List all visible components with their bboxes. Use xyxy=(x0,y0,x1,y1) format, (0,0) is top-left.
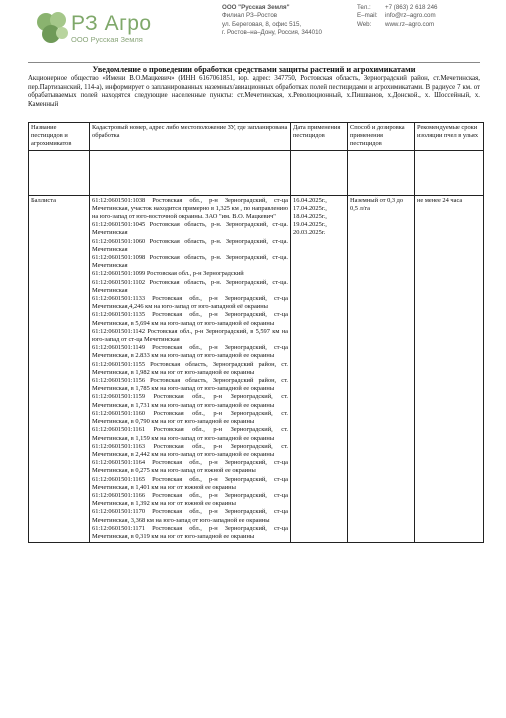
date-list xyxy=(291,195,348,543)
parcel-item: 61:12:0601501:1098 Ростовская область, р-н. Зерноградский, ст-ца. Мечетинская xyxy=(92,254,288,270)
header-isolation: Рекомендуемые сроки изоляции пчел в ульях xyxy=(415,123,484,151)
document-intro: Акционерное общество «Имени В.О.Мацкевич» (ИНН 6167061851, юр. адрес: 347750, Ростовская область, Зерноградский район, ст.Мечетинская, пер.Партизанский, 114-а), информирует о запланированных наземных/авиационных обработках полей пестицидами и агрохимикатами. В радиусе 7 км. от обрабатываемых полей находятся следующие населенные пункты: ст.Мечетинская, х.Революционный, х.Пишванов, х.Донской., х. Шоссейный, х. Каменный xyxy=(28,75,480,108)
parcel-item: 61:12:0601501:1165 Ростовская обл., р-н Зерноградский, ст-ца Мечетинская, в 1,401 км на юг от южной ее окраины xyxy=(92,475,288,491)
header-parcel: Кадастровый номер, адрес либо местоположение ЗУ, где запланирована обработка xyxy=(90,123,291,151)
application-method: Наземный от 0,3 до 0,5 л/га xyxy=(348,195,415,543)
company-contacts xyxy=(357,4,437,29)
parcel-item: 61:12:0601501:1170 Ростовская обл., р-н Зерноградский, ст-ца Мечетинская, 3,368 км на юго-запад от юго-западной ее окраины xyxy=(92,508,288,524)
parcel-item: 61:12:0601501:1142 Ростовская обл., р-н Зерноградский, в 5,597 км на юго-запад от ст-ца Мечетинская xyxy=(92,327,288,344)
date-item: 17.04.2025г., xyxy=(293,204,327,212)
parcel-item: 61:12:0601501:1159 Ростовская обл., р-н Зерноградский, ст. Мечетинская, в 1,731 км на юго-запад от юго-западной ее окраины xyxy=(92,393,288,409)
email-label: E–mail: xyxy=(357,12,378,20)
parcel-item: 61:12:0601501:1155 Ростовская область, Зерноградский район, ст. Мечетинская, в 1,982 км на юг от юго-западной ее окраины xyxy=(92,360,288,376)
table-spacer-row xyxy=(29,150,484,195)
date-item: 16.04.2025г., xyxy=(293,196,327,204)
address-line: ул. Береговая, 8, офис 515, xyxy=(222,20,302,28)
treatment-table xyxy=(28,122,484,543)
parcel-item: 61:12:0601501:1149 Ростовская обл., р-н Зерноградский, ст-ца Мечетинская, в 2.833 км на юго-запад от юго-западной ее окраины xyxy=(92,344,288,360)
table-header-row xyxy=(29,123,484,151)
document-title: Уведомление о проведении обработки средствами защиты растений и агрохимикатами xyxy=(92,65,416,74)
address-line: Филиал РЗ–Ростов xyxy=(222,12,278,20)
date-item: 19.04.2025г., xyxy=(293,221,327,229)
header-date: Дата применения пестицидов xyxy=(291,123,348,151)
header-method: Способ и дозировка применения пестицидов xyxy=(348,123,415,151)
parcel-item: 61:12:0601501:1171 Ростовская обл., р-н Зерноградский, ст-ца Мечетинская, в 0,319 км на юг от юго-западной ее окраины xyxy=(92,524,288,540)
parcel-item: 61:12:0601501:1045 Ростовская область, р-н. Зерноградский, ст-ца. Мечетинская xyxy=(92,221,288,237)
table-row xyxy=(29,195,484,543)
company-address xyxy=(222,4,322,38)
logo-name: РЗ Агро xyxy=(71,12,152,35)
parcel-item: 61:12:0601501:1099 Ростовская обл., р-н Зерноградский xyxy=(92,270,244,278)
email-value: info@rz–agro.com xyxy=(385,12,436,20)
date-item: 18.04.2025г., xyxy=(293,213,327,221)
phone-label: Тел.: xyxy=(357,4,371,11)
header-pesticide: Название пестицидов и агрохимикатов xyxy=(29,123,90,151)
parcel-item: 61:12:0601501:1164 Ростовская обл., р-н Зерноградский, ст-ца Мечетинская, в 0,275 км на юго-запад от южной ее окраины xyxy=(92,459,288,475)
company-name: ООО "Русская Земля" xyxy=(222,4,290,11)
web-value: www.rz–agro.com xyxy=(385,20,435,28)
parcel-item: 61:12:0601501:1135 Ростовская обл., р-н Зерноградский, ст-ца Мечетинская, в 5,694 км на юго-запад от юго-западной её окраины xyxy=(92,311,288,327)
company-logo xyxy=(34,8,204,48)
web-label: Web: xyxy=(357,20,372,28)
leaf-logo-icon xyxy=(34,8,70,48)
parcel-item: 61:12:0601501:1160 Ростовская обл., р-н Зерноградский, ст. Мечетинская, в 0,790 км на юг от юго-западной ее окраины xyxy=(92,409,288,426)
parcel-item: 61:12:0601501:1133 Ростовская обл., р-н Зерноградский, ст-ца Мечетинская,4,246 км на юго-запад от юго-западной её окраины xyxy=(92,295,288,311)
parcel-item: 61:12:0601501:1166 Ростовская обл., р-н Зерноградский, ст-ца Мечетинская, в 1,392 км на юг от южной ее окраины xyxy=(92,491,288,508)
date-item: 20.03.2025г. xyxy=(293,229,326,237)
address-line: г. Ростов–на–Дону, Россия, 344010 xyxy=(222,29,322,37)
parcel-item: 61:12:0601501:1060 Ростовская область, р-н. Зерноградский, ст-ца. Мечетинская xyxy=(92,237,288,253)
phone-value: +7 (863) 2 618 246 xyxy=(385,4,438,11)
parcel-list xyxy=(90,195,291,543)
parcel-item: 61:12:0601501:1161 Ростовская обл., р-н Зерноградский, ст. Мечетинская, в 1,159 км на юго-запад от юго-западной ее окраины xyxy=(92,426,288,442)
bee-isolation: не менее 24 часа xyxy=(415,195,484,543)
logo-subtitle: ООО Русская Земля xyxy=(71,35,143,44)
parcel-item: 61:12:0601501:1156 Ростовская область, Зерноградский район, ст. Мечетинская, в 1,785 км на юго-запад от юго-западной ее окраины xyxy=(92,377,288,393)
parcel-item: 61:12:0601501:1102 Ростовская область, р-н. Зерноградский, ст-ца. Мечетинская xyxy=(92,278,288,294)
parcel-item: 61:12:0601501:1038 Ростовская обл., р-н Зерноградский, ст-ца Мечетинская, участок находится примерно в 1,325 км , по направлению на юго-запад от юго-восточной окраины. ЗАО "им. В.О. Мацкевич" xyxy=(92,196,288,221)
pesticide-name: Баллиста xyxy=(29,195,90,543)
header-divider xyxy=(28,62,480,63)
parcel-item: 61:12:0601501:1163 Ростовская обл., р-н Зерноградский, ст. Мечетинская, в 2,442 км на юго-запад от юго-западной ее окраины xyxy=(92,442,288,458)
